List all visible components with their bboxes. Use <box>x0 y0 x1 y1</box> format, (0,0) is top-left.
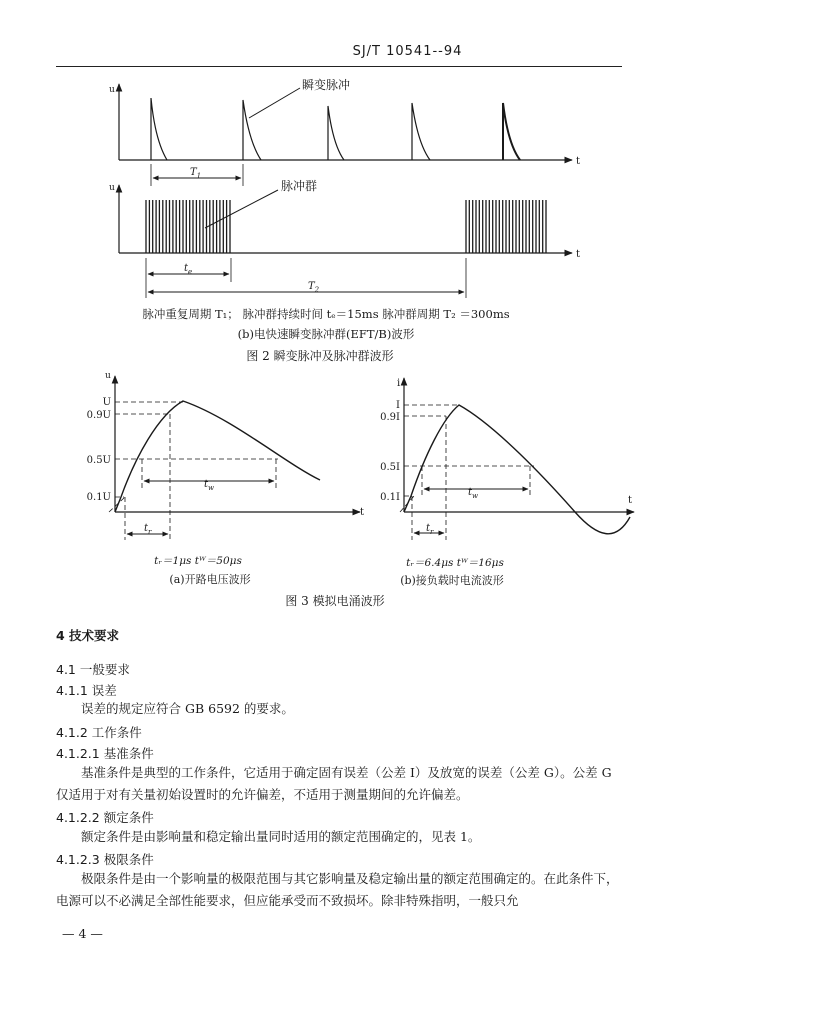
paragraph-4-1-2-3: 极限条件是由一个影响量的极限范围与其它影响量及稳定输出量的额定范围确定的。在此条件下，电源可以不必满足全部性能要求，但应能承受而不致损坏。除非特殊指明，一般只允 <box>56 871 619 908</box>
fig2-pulse-plot <box>119 84 572 186</box>
pulse <box>412 103 430 160</box>
fig3r-tw-label: $t_w$ <box>468 487 479 500</box>
voltage-waveform <box>115 401 320 512</box>
fig3r-axis-y: i <box>397 378 401 389</box>
fig3r-tr-label: $t_r$ <box>426 523 434 536</box>
burst-group-1 <box>146 200 230 253</box>
fig2a-axis-u: u <box>109 85 115 95</box>
paragraph-4-1-2-2: 额定条件是由影响量和稳定输出量同时适用的额定范围确定的，见表 1。 <box>81 829 481 844</box>
fig3-caption: 图 3 模拟电涌波形 <box>285 594 385 608</box>
fig3r-axis-x: t <box>628 495 633 506</box>
fig3r-tick-0.9I: 0.9I <box>380 412 400 423</box>
fig3r-params: tᵣ＝6.4μs tᵂ＝16μs <box>406 557 504 569</box>
burst-group-2 <box>466 200 546 253</box>
section-4-1-2-1-heading: 4.1.2.1 基准条件 <box>56 746 154 761</box>
fig3l-tick-0.5U: 0.5U <box>86 455 111 466</box>
fig2b-axis-u: u <box>109 183 115 193</box>
fig3-right-plot <box>400 378 634 540</box>
current-waveform <box>404 405 633 534</box>
fig2-subcaption: (b)电快速瞬变脉冲群(EFT/B)波形 <box>237 327 415 341</box>
T2-label: $T_2$ <box>308 281 320 294</box>
paragraph-4-1-2-1: 基准条件是典型的工作条件，它适用于确定固有误差（公差 I）及放宽的误差（公差 G）。公差 G 仅适用于对有关量初始设置时的允许偏差，不适用于测量期间的允许偏差。 <box>56 765 612 802</box>
fig3l-params: tᵣ＝1μs tᵂ＝50μs <box>154 555 242 567</box>
pulse <box>328 106 344 160</box>
pulse <box>503 103 520 160</box>
fig3l-tick-U: U <box>102 397 111 408</box>
fig3-left-plot <box>109 376 360 540</box>
fig3r-tick-0.1I: 0.1I <box>380 492 400 503</box>
fig3l-tw-label: $t_w$ <box>204 479 215 492</box>
section-4-1-2-2-heading: 4.1.2.2 额定条件 <box>56 810 154 825</box>
fig2-params: 脉冲重复周期 T₁； 脉冲群持续时间 tₑ＝15ms 脉冲群周期 T₂ ＝300ms <box>142 307 510 321</box>
fig3l-axis-y: u <box>105 371 111 381</box>
section-4-1-1-heading: 4.1.1 误差 <box>56 683 117 698</box>
fig3r-tick-I: I <box>396 400 400 411</box>
fig3l-tick-0.9U: 0.9U <box>86 410 111 421</box>
fig2-burst-plot <box>119 185 572 298</box>
burst-leader-line <box>205 190 278 228</box>
pulse <box>151 98 167 160</box>
fig3l-subcaption: (a)开路电压波形 <box>169 573 251 586</box>
section-4-1-heading: 4.1 一般要求 <box>56 662 130 677</box>
label-transient-pulse: 瞬变脉冲 <box>302 78 351 92</box>
document-header: SJ/T 10541--94 <box>352 44 463 59</box>
T1-label: $T_1$ <box>190 167 202 180</box>
te-label: $t_e$ <box>184 263 193 276</box>
pulse-leader-line <box>249 88 300 118</box>
section-4-heading: 4 技术要求 <box>56 628 120 643</box>
section-4-1-2-3-heading: 4.1.2.3 极限条件 <box>56 852 154 867</box>
pulse <box>243 100 261 160</box>
section-4-1-2-heading: 4.1.2 工作条件 <box>56 725 142 740</box>
fig3l-tick-0.1U: 0.1U <box>86 492 111 503</box>
paragraph-4-1-1: 误差的规定应符合 GB 6592 的要求。 <box>81 701 294 716</box>
fig2-caption: 图 2 瞬变脉冲及脉冲群波形 <box>246 349 394 363</box>
label-burst: 脉冲群 <box>281 179 318 193</box>
page-number: — 4 — <box>62 926 103 941</box>
fig2b-axis-t: t <box>576 249 581 260</box>
fig3l-tr-label: $t_r$ <box>144 523 152 536</box>
fig3r-tick-0.5I: 0.5I <box>380 462 400 473</box>
fig3r-subcaption: (b)接负载时电流波形 <box>400 574 504 587</box>
fig2a-axis-t: t <box>576 156 581 167</box>
fig3l-axis-x: t <box>360 507 365 518</box>
